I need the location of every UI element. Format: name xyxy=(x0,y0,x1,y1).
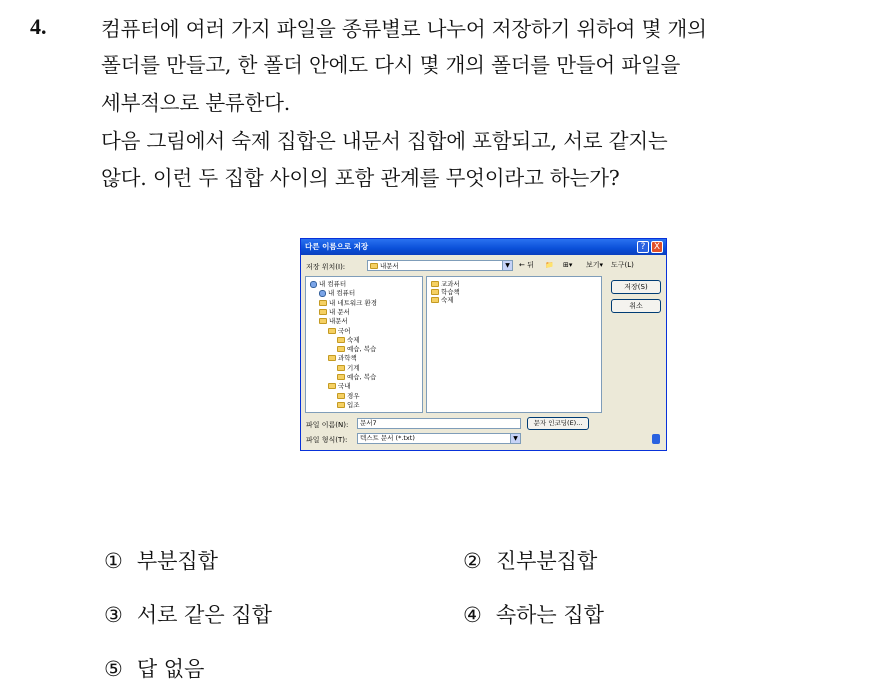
new-folder-button[interactable]: ⊞▾ xyxy=(563,261,573,269)
choice-3[interactable]: ③ 서로 같은 집합 xyxy=(104,603,272,627)
tree-item[interactable]: 내 컴퓨터 xyxy=(310,280,346,288)
help-book-icon xyxy=(652,434,660,444)
tree-item[interactable]: 내 문서 xyxy=(319,308,350,316)
choice-4[interactable]: ④ 속하는 집합 xyxy=(463,603,604,627)
tree-item[interactable]: 국어 xyxy=(328,327,351,335)
filename-field[interactable]: 문서7 xyxy=(357,418,521,429)
question-number: 4. xyxy=(30,14,47,39)
folder-icon xyxy=(319,309,327,315)
filetype-value: 텍스트 문서 (*.txt) xyxy=(360,434,415,442)
computer-icon xyxy=(310,281,317,288)
file-list[interactable] xyxy=(426,276,602,413)
tree-item[interactable]: 경우 xyxy=(337,392,360,400)
question-line-4: 다음 그림에서 숙제 집합은 내문서 집합에 포함되고, 서로 같지는 xyxy=(101,129,668,153)
folder-icon xyxy=(319,318,327,324)
help-icon[interactable]: ? xyxy=(637,241,649,253)
folder-icon xyxy=(319,300,327,306)
tree-item[interactable]: 숙제 xyxy=(337,336,360,344)
choice-5[interactable]: ⑤ 답 없음 xyxy=(104,657,205,681)
close-icon[interactable]: X xyxy=(651,241,663,253)
folder-icon xyxy=(337,374,345,380)
filetype-combo[interactable] xyxy=(357,433,521,444)
folder-icon xyxy=(431,289,439,295)
folder-icon xyxy=(337,402,345,408)
folder-icon xyxy=(337,393,345,399)
tree-item[interactable]: 기계 xyxy=(337,364,360,372)
tree-item[interactable]: 입조 xyxy=(337,401,360,409)
question-line-5: 않다. 이런 두 집합 사이의 포함 관계를 무엇이라고 하는가? xyxy=(101,166,620,190)
chevron-down-icon: ▼ xyxy=(502,261,512,270)
file-item[interactable]: 학습책 xyxy=(431,288,460,296)
tree-item[interactable]: 과학책 xyxy=(328,354,357,362)
chevron-down-icon: ▼ xyxy=(510,434,520,443)
tree-item[interactable]: 예습, 복습 xyxy=(337,373,376,381)
computer-icon xyxy=(319,290,326,297)
encoding-button[interactable]: 문자 인코딩(E)... xyxy=(527,417,589,430)
back-button[interactable]: ← 뒤 xyxy=(519,261,534,269)
choice-1[interactable]: ① 부분집합 xyxy=(104,549,218,573)
question-line-2: 폴더를 만들고, 한 폴더 안에도 다시 몇 개의 폴더를 만들어 파일을 xyxy=(101,53,681,77)
save-in-value: 내문서 xyxy=(380,262,399,270)
tree-item[interactable]: 내 컴퓨터 xyxy=(319,289,355,297)
file-item[interactable]: 교과서 xyxy=(431,280,460,288)
save-in-combo[interactable] xyxy=(367,260,513,271)
dialog-title: 다른 이름으로 저장 xyxy=(301,239,666,255)
question-line-3: 세부적으로 분류한다. xyxy=(101,91,291,115)
up-folder-button[interactable]: 📁 xyxy=(545,261,554,269)
folder-icon xyxy=(337,346,345,352)
folder-icon xyxy=(328,355,336,361)
cancel-button[interactable]: 취소 xyxy=(611,299,661,313)
filetype-label: 파일 형식(T): xyxy=(306,436,348,444)
save-as-dialog xyxy=(300,238,667,451)
filename-label: 파일 이름(N): xyxy=(306,421,349,429)
folder-icon xyxy=(337,337,345,343)
tools-menu-button[interactable]: 도구(L) xyxy=(611,261,634,269)
folder-icon xyxy=(337,365,345,371)
file-item[interactable]: 숙제 xyxy=(431,296,454,304)
question-line-1: 컴퓨터에 여러 가지 파일을 종류별로 나누어 저장하기 위하여 몇 개의 xyxy=(101,17,707,41)
tree-item[interactable]: 국내 xyxy=(328,382,351,390)
folder-icon xyxy=(431,281,439,287)
folder-icon xyxy=(328,328,336,334)
save-in-label: 저장 위치(I): xyxy=(306,263,346,271)
tree-item[interactable]: 내문서 xyxy=(319,317,348,325)
tree-item[interactable]: 내 네트워크 환경 xyxy=(319,299,377,307)
save-button[interactable]: 저장(S) xyxy=(611,280,661,294)
folder-icon xyxy=(370,263,378,269)
view-menu-button[interactable]: 보기▾ xyxy=(586,261,604,269)
folder-icon xyxy=(431,297,439,303)
folder-icon xyxy=(328,383,336,389)
folder-tree[interactable] xyxy=(305,276,423,413)
tree-item[interactable]: 예습, 복습 xyxy=(337,345,376,353)
choice-2[interactable]: ② 진부분집합 xyxy=(463,549,598,573)
